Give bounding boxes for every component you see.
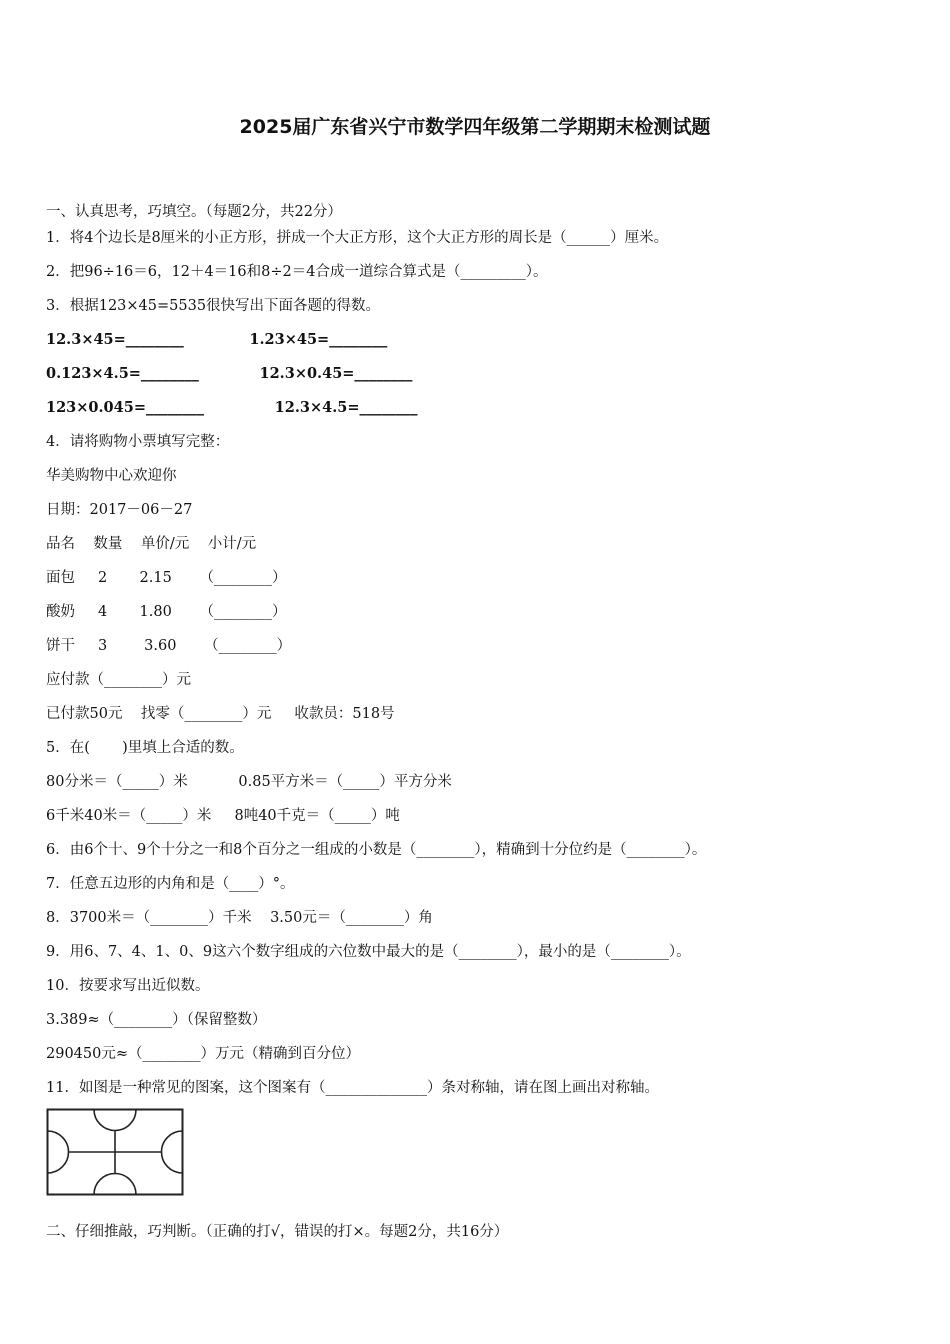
- question-3-row-3: 123×0.045=________ 12.3×4.5=________: [46, 399, 418, 416]
- question-10-row-1: 3.389≈（________）（保留整数）: [46, 1012, 267, 1028]
- question-11: 11．如图是一种常见的图案，这个图案有（______________）条对称轴，请在图上画出对称轴。: [46, 1080, 659, 1096]
- pattern-bottom-arc: [94, 1174, 136, 1195]
- question-9: 9．用6、7、4、1、0、9这六个数字组成的六位数中最大的是（________），最小的是（________）。: [46, 944, 691, 960]
- receipt-total: 应付款（________）元: [46, 672, 191, 688]
- question-10-row-2: 290450元≈（________）万元（精确到百分位）: [46, 1046, 361, 1062]
- question-3: 3．根据123×45=5535很快写出下面各题的得数。: [46, 298, 381, 314]
- question-6: 6．由6个十、9个十分之一和8个百分之一组成的小数是（________），精确到十分位约是（________）。: [46, 842, 707, 858]
- question-5-row-1: 80分米＝（_____）米 0.85平方米＝（_____）平方分米: [46, 774, 452, 790]
- page-title: 2025届广东省兴宁市数学四年级第二学期期末检测试题: [239, 116, 711, 138]
- section-2-heading: 二、仔细推敲，巧判断。（正确的打√，错误的打×。每题2分，共16分）: [46, 1224, 509, 1240]
- pattern-right-arc: [162, 1131, 183, 1173]
- question-1: 1．将4个边长是8厘米的小正方形，拼成一个大正方形，这个大正方形的周长是（______）厘米。: [46, 230, 669, 246]
- receipt-item-biscuit: 饼干 3 3.60 （________）: [46, 638, 292, 654]
- question-10: 10．按要求写出近似数。: [46, 978, 210, 994]
- symmetry-pattern-figure: [46, 1108, 184, 1196]
- question-2: 2．把96÷16＝6，12＋4＝16和8÷2＝4合成一道综合算式是（_________）。: [46, 264, 548, 280]
- section-1-heading: 一、认真思考，巧填空。（每题2分，共22分）: [46, 204, 342, 220]
- receipt-item-bread: 面包 2 2.15 （________）: [46, 570, 287, 586]
- receipt-store-name: 华美购物中心欢迎你: [46, 468, 177, 484]
- question-8: 8．3700米＝（________）千米 3.50元＝（________）角: [46, 910, 433, 926]
- pattern-left-arc: [48, 1131, 69, 1173]
- receipt-item-yogurt: 酸奶 4 1.80 （________）: [46, 604, 287, 620]
- question-5-row-2: 6千米40米＝（_____）米 8吨40千克＝（_____）吨: [46, 808, 400, 824]
- pattern-top-arc: [94, 1110, 136, 1131]
- question-3-row-1: 12.3×45=________ 1.23×45=________: [46, 331, 388, 348]
- question-3-row-2: 0.123×4.5=________ 12.3×0.45=________: [46, 365, 413, 382]
- receipt-paid: 已付款50元 找零（________）元 收款员：518号: [46, 706, 395, 722]
- receipt-date: 日期：2017－06－27: [46, 502, 193, 518]
- receipt-header: 品名 数量 单价/元 小计/元: [46, 536, 257, 552]
- question-7: 7．任意五边形的内角和是（____）°。: [46, 876, 295, 892]
- question-5: 5．在( )里填上合适的数。: [46, 740, 244, 756]
- question-4: 4．请将购物小票填写完整：: [46, 434, 230, 450]
